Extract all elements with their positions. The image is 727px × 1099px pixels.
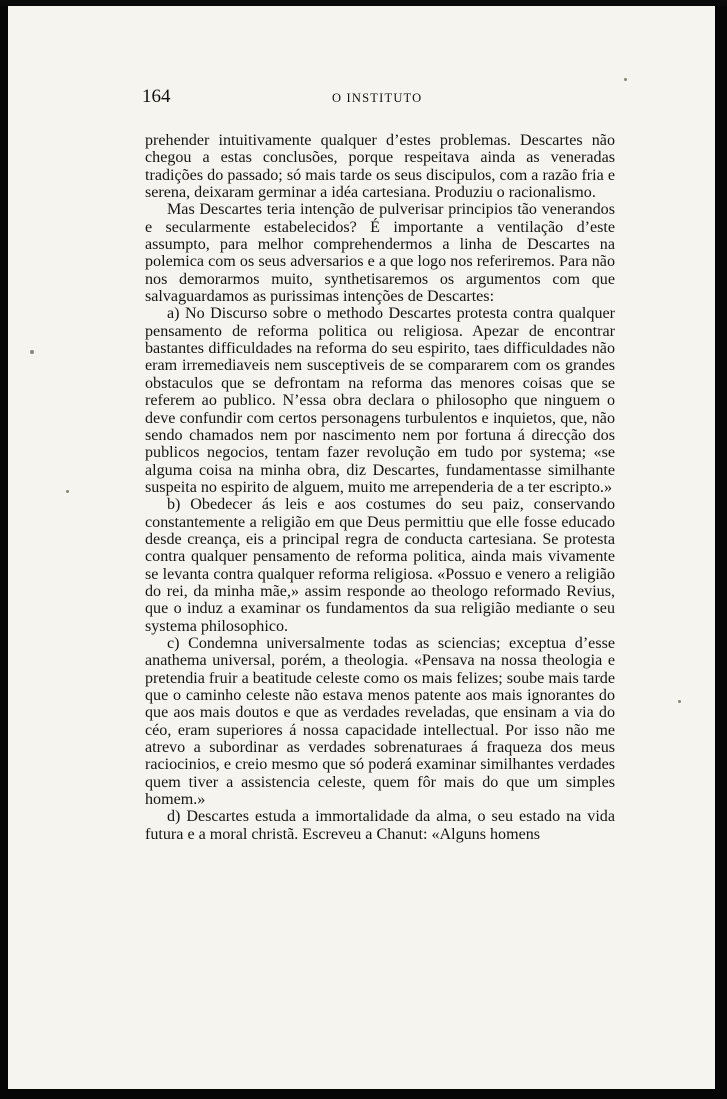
paragraph: a) No Discurso sobre o methodo Descartes protesta contra qualquer pensamento de reforma politica ou religiosa. Apezar de encontrar bastantes difficuldades na reforma do seu espirito, taes difficuldades não eram irremediaveis nem susceptiveis de se compararem com os grandes obstaculos que se defrontam na reforma das menores coisas que se referem ao publico. N’essa obra declara o philosopho que ninguem o deve confundir com certos personagens turbulentos e inquietos, que, não sendo chamados nem por nascimento nem por fortuna á direcção dos publicos negocios, tentam fazer revolução em tudo por systema; «se alguma coisa na minha obra, diz Descartes, fundamentasse similhante suspeita no espirito de alguem, muito me arrependeria de a ter escripto.»: [145, 305, 615, 496]
ink-speck: [30, 350, 34, 354]
paragraph: d) Descartes estuda a immortalidade da alma, o seu estado na vida futura e a moral christã. Escreveu a Chanut: «Alguns homens: [145, 808, 615, 843]
ink-speck: [66, 490, 69, 493]
body-text: [145, 132, 615, 843]
ink-speck: [678, 700, 681, 703]
paragraph: b) Obedecer ás leis e aos costumes do seu paiz, conservando constantemente a religião em que Deus permittiu que elle fosse educado desde creança, eis a principal regra de conducta cartesiana. Se protesta contra qualquer pensamento de reforma politica, ainda mais vivamente se levanta contra qualquer reforma religiosa. «Possuo e venero a religião do rei, da minha mãe,» assim responde ao theologo reformado Revius, que o induz a examinar os fundamentos da sua religião mediante o seu systema philosophico.: [145, 496, 615, 635]
ink-speck: [624, 78, 627, 81]
paragraph: c) Condemna universalmente todas as sciencias; exceptua d’esse anathema universal, porém, a theologia. «Pensava na nossa theologia e pretendia fruir a beatitude celeste como os mais felizes; soube mais tarde que o caminho celeste não estava menos patente aos mais ignorantes do que aos mais doutos e que as verdades reveladas, que ensinam a via do céo, eram superiores á nossa capacidade intellectual. Por isso não me atrevo a subordinar as verdades sobrenaturaes á fraqueza dos meus raciocinios, e creio mesmo que só poderá examinar similhantes verdades quem tiver a assistencia celeste, quem fôr mais do que um simples homem.»: [145, 634, 615, 809]
page-header: [142, 86, 612, 110]
paragraph: prehender intuitivamente qualquer d’estes problemas. Descartes não chegou a estas conclusões, porque respeitava ainda as veneradas tradições do passado; só mais tarde os seus discipulos, com a razão fria e serena, deixaram germinar a idéa cartesiana. Produziu o racionalismo.: [145, 132, 615, 202]
paragraph: Mas Descartes teria intenção de pulverisar principios tão venerandos e secularmente estabelecidos? É importante a ventilação d’este assumpto, para melhor comprehendermos a linha de Descartes na polemica com os seus adversarios e a que logo nos referiremos. Para não nos demorarmos muito, synthetisaremos os argumentos com que salvaguardamos as purissimas intenções de Descartes:: [145, 201, 615, 306]
page-number: 164: [142, 86, 171, 107]
running-title: O INSTITUTO: [332, 91, 423, 105]
